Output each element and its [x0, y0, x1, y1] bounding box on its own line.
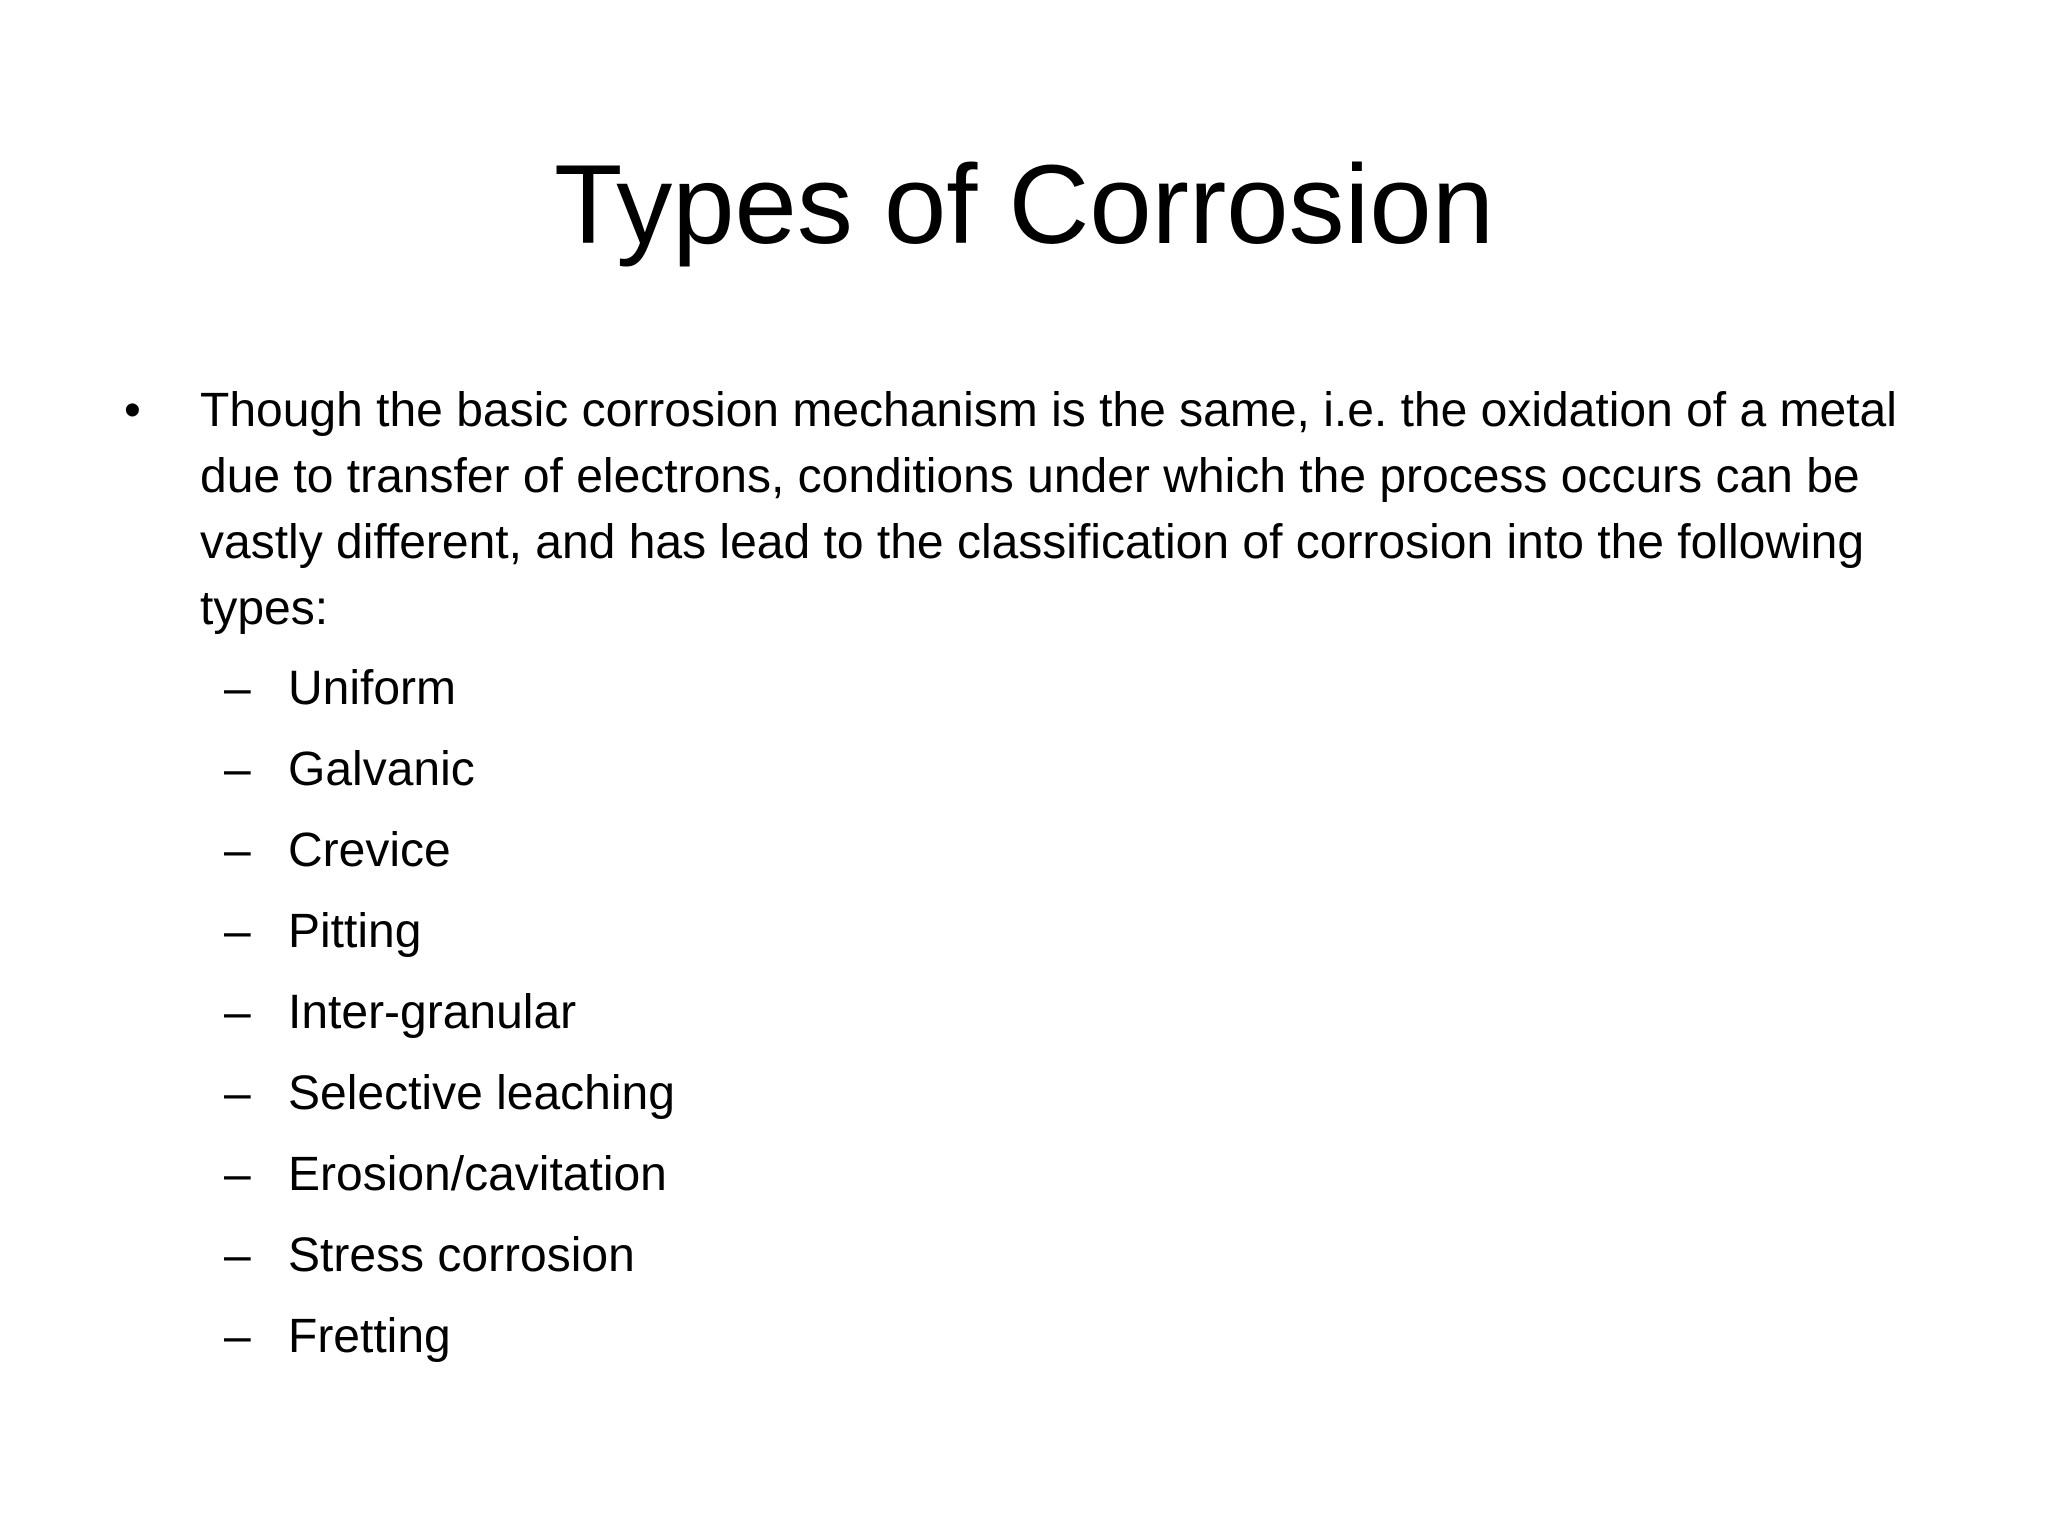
slide-body — [120, 378, 1920, 1385]
list-item-label: Fretting — [288, 1310, 451, 1363]
corrosion-types-list — [120, 656, 1920, 1370]
slide-title: Types of Corrosion — [554, 142, 1494, 267]
list-item — [120, 818, 1920, 884]
dash-marker: – — [224, 1148, 251, 1201]
dash-marker: – — [224, 1310, 251, 1363]
dash-marker: – — [224, 1229, 251, 1282]
list-item — [120, 1304, 1920, 1370]
bullet-text: Though the basic corrosion mechanism is the same, i.e. the oxidation of a metal due to transfer of electrons, conditions under which the process occurs can be vastly different, and has lead to the classification of corrosion into the following types: — [200, 384, 1897, 635]
list-item-label: Galvanic — [288, 743, 475, 796]
dash-marker: – — [224, 905, 251, 958]
list-item-label: Erosion/cavitation — [288, 1148, 667, 1201]
list-item — [120, 656, 1920, 722]
dash-marker: – — [224, 1067, 251, 1120]
list-item — [120, 1061, 1920, 1127]
list-item-label: Selective leaching — [288, 1067, 675, 1120]
list-item-label: Crevice — [288, 824, 451, 877]
dash-marker: – — [224, 824, 251, 877]
list-item — [120, 899, 1920, 965]
bullet-paragraph — [120, 378, 1920, 642]
list-item-label: Stress corrosion — [288, 1229, 635, 1282]
list-item — [120, 1142, 1920, 1208]
dash-marker: – — [224, 986, 251, 1039]
dash-marker: – — [224, 743, 251, 796]
dash-marker: – — [224, 662, 251, 715]
list-item — [120, 980, 1920, 1046]
list-item-label: Inter-granular — [288, 986, 577, 1039]
list-item — [120, 737, 1920, 803]
list-item-label: Uniform — [288, 662, 457, 715]
list-item — [120, 1223, 1920, 1289]
list-item-label: Pitting — [288, 905, 422, 958]
bullet-marker: • — [124, 384, 141, 437]
